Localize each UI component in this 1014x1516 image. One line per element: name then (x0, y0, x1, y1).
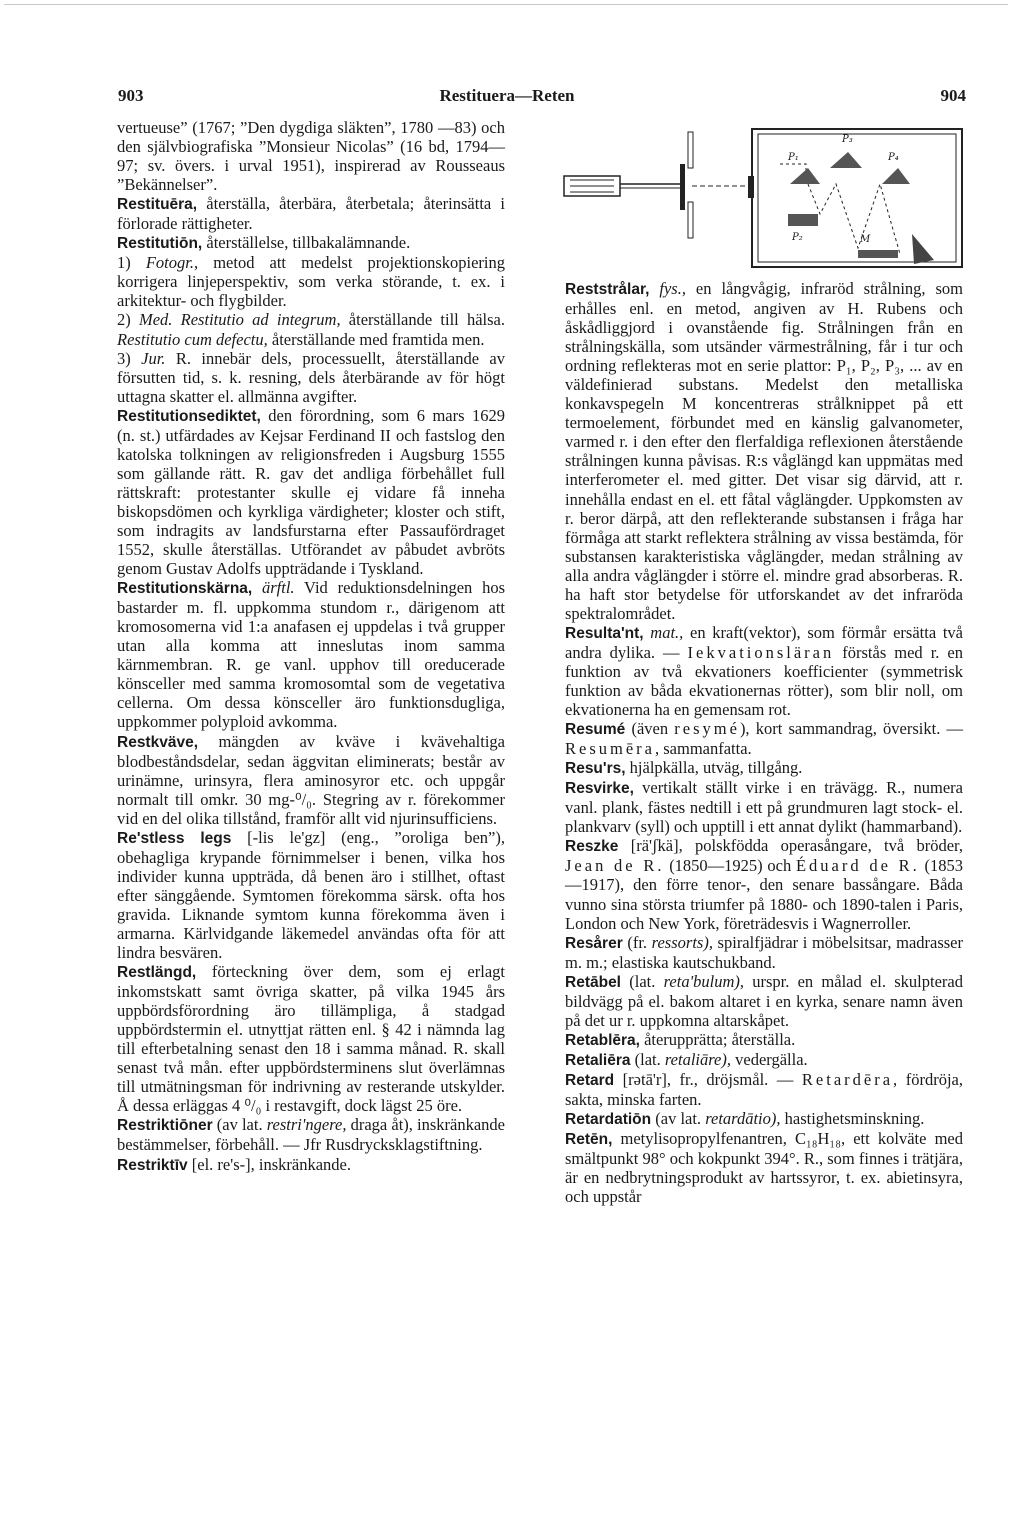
entry-headword: Restituēra, (117, 196, 198, 214)
spaced-term: Jean de R. (565, 856, 665, 876)
entry-text: , metod att medelst projektionskopiering korrigera linjeperspektiv, som verka störande, t. ex. i arkitektur- och flygbilder. (117, 253, 505, 311)
entry-text: (av lat. (651, 1109, 706, 1129)
entry-text: återställelse, tillbakalämnande. (202, 233, 411, 253)
dictionary-entry (565, 719, 963, 758)
entry-text: [rä'ʃkä], polskfödda operasångare, två bröder, (618, 836, 963, 856)
entry-text: [-lis le'gz] (eng., ”oroliga ben”), obehagliga krypande förnimmelser i benen, vilka hos individer kunna uppträda, då benen äro i stillhet, oftast efter sänggående. Symtomen förekomma särsk. ofta hos gravida. Liknande symtom kunna förekomma även i armarna. Kärlvidgande läkemedel användas ofta för att lindra besvären. (117, 827, 505, 963)
dictionary-entry (117, 310, 505, 348)
dictionary-entry (565, 836, 963, 932)
subject-label: Fotogr. (145, 253, 194, 273)
entry-headword: Reszke (565, 838, 619, 856)
spaced-term: Iekvationsläran (687, 642, 835, 662)
entry-headword: Restkväve, (117, 733, 199, 751)
dictionary-entry (117, 828, 505, 962)
dictionary-entry (117, 406, 505, 578)
latin-term: reta'bulum), (663, 971, 744, 991)
entry-text: förstås med r. en funktion av två ekvationers koefficienter (symmetrisk funktion av båda ekvationernas rötter), som blir noll, om ekvationerna ha en gemensam rot. (565, 642, 963, 720)
subject-label: mat., (643, 622, 684, 642)
entry-text: vertikalt ställt virke i en trävägg. R., numera vanl. plank, fästes nedtill i ett på grundmuren lagt stock- el. plankvarv (syll) och upptill i ett annat dylikt (hammarband). (565, 778, 963, 837)
figure-label-p2: P₂ (792, 232, 803, 243)
subject-label: fys., (649, 279, 686, 298)
dictionary-entry (117, 1155, 505, 1175)
latin-term: Restitutio cum defectu, (117, 329, 268, 349)
entry-text: hjälpkälla, utväg, tillgång. (625, 758, 803, 778)
entry-text: en långvågig, infraröd strålning, som erhålles enl. en metod, angiven av H. Rubens och åskådliggjord i ovanstående fig. Strålningen från en strålningskälla, som utsänder värmestrålning, får i tur och ordning reflekteras mot en serie plattor: P₁, P₂, P₃, ... av en väldefinierad substans. Medelst den metalliska konkavspegeln M koncentreras strålknippet på ett termoelement, förbundet med en känslig galvanometer, varmed r. i den efter den flerfaldiga reflexionen återstående strålningen kunna påvisas. R:s våglängd kan uppmätas med interferometer el. med gitter. Det visar sig därvid, att r. innehålla endast en el. ett fåtal våglängder. Uppkomsten av r. beror därpå, att den reflekterande substansen i fråga har förmåga att starkt reflektera strålning av vissa bestämda, för substansen karakteristiska våglängder, medan strålning av alla andra våglängder i större el. mindre grad absorberas. R. ha haft stor betydelse för utforskandet av det infraröda spektralområdet. (565, 279, 963, 623)
dictionary-entry (117, 1115, 505, 1154)
entry-headword: Retābel (565, 973, 621, 991)
entry-text: återställa, återbära, återbetala; återinsätta i förlorade rättigheter. (117, 194, 505, 234)
entry-text: (av lat. (212, 1115, 267, 1135)
dictionary-entry (565, 623, 963, 719)
entry-text: urspr. en målad el. skulpterad bildvägg på el. bakom altaret i en kyrka, senare namn även på det ur r. uppkomna altarskåpet. (565, 971, 963, 1030)
dictionary-entry (117, 118, 505, 194)
dictionary-entry (565, 1109, 963, 1129)
entry-headword: Retablēra, (565, 1031, 640, 1049)
entry-headword: Re'stless legs (117, 829, 232, 847)
entry-text: återställande till hälsa. (340, 310, 506, 330)
figure-label-m: M (860, 234, 871, 245)
apparatus-diagram (562, 124, 966, 274)
dictionary-entry (117, 194, 505, 233)
latin-term: retardātio), (705, 1109, 781, 1129)
entry-text: en kraft(vektor), som förmår ersätta två andra dylika. — (565, 622, 963, 662)
dictionary-entry (565, 1050, 963, 1070)
entry-text: (1853—1917), den förre tenor-, den senare bassångare. Båda vunno sina största triumfer på 1880- och 1890-talen i Paris, London och New York, företrädesvis i Wagnerroller. (565, 856, 963, 933)
subject-label: ärftl. (252, 578, 295, 598)
dictionary-entry (565, 1129, 963, 1206)
page-number-left: 903 (118, 86, 144, 105)
source (912, 234, 934, 264)
entry-text: hastighetsminskning. (780, 1109, 925, 1129)
dictionary-entry (117, 253, 505, 310)
entry-text: den förordning, som 6 mars 1629 (n. st.) utfärdades av Kejsar Ferdinand II och fastslog den katolska tolkningen av religionsfreden i Augsburg 1555 som gällande rätt. R. gav det andliga förbehållet full rättskraft: protestanter skulle ej vidare få inneha biskopsdömen och kyrkliga värdigheter; kloster och stift, som indragits av landsfurstarna efter Passaufördraget 1552, skulle återställas. Utförandet av påbudet avbröts genom Gustav Adolfs uppträdande i Tyskland. (117, 405, 505, 579)
entry-headword: Restitutionskärna, (117, 580, 253, 598)
entry-text: mängden av kväve i kvävehaltiga blodbeståndsdelar, sedan äggvitan eliminerats; består av urinämne, urinsyra, flera aminosyror etc. och uppgår normalt till omkr. 30 mg-⁰/₀. Stegring av r. förekommer vid en del olika tillstånd, framför allt vid njurinsufficiens. (117, 731, 505, 828)
entry-headword: Retard (565, 1071, 615, 1089)
spaced-term: resymé (674, 719, 740, 739)
spaced-term: Retardēra (801, 1069, 894, 1089)
spaced-term: Resumēra (565, 739, 655, 759)
entry-headword: Resvirke, (565, 780, 634, 798)
shield-top (688, 132, 693, 168)
reststralar-figure (562, 124, 966, 274)
entry-headword: Restriktiōner (117, 1117, 213, 1135)
plate-p3 (830, 152, 862, 168)
entry-headword: Restlängd, (117, 964, 197, 982)
dictionary-entry (117, 349, 505, 406)
dictionary-entry (117, 962, 505, 1115)
subentry-number: 2) (117, 310, 139, 330)
entry-text: (även (625, 719, 675, 739)
dictionary-entry (117, 578, 505, 731)
entry-text: , fördröja, sakta, minska farten. (565, 1069, 963, 1109)
entry-headword: Retēn, (565, 1131, 613, 1149)
plate-p1 (790, 168, 820, 184)
figure-label-p3: P₃ (842, 134, 853, 145)
entry-headword: Restitutionsediktet, (117, 407, 261, 425)
entry-text: vertueuse” (1767; ”Den dygdiga släkten”, 1780 —83) och den självbiografiska ”Monsieur Nicolas” (16 bd, 1794—97; sv. övers. i urval 1951), inspirerad av Rousseaus ”Bekännelser”. (117, 118, 505, 195)
latin-term: retaliāre), (664, 1049, 731, 1069)
entry-text: återställande med framtida men. (267, 329, 485, 349)
dictionary-entry (565, 933, 963, 972)
entry-headword: Resu'rs, (565, 760, 626, 778)
dictionary-entry (565, 758, 963, 778)
entry-text: förteckning över dem, som ej erlagt inkomstskatt samt övriga skatter, på vilka 1945 års uppbördsförordning äro tillämpliga, å stadgad uppbördstermin el. utnyttjat rätten enl. § 42 i nämnda lag till efterbetalning senast den 18 i samma månad. R. skall senast två mån. efter uppbördsterminens slut överlämnas till utmätningsman för indrivning av resterande utskylder. Å dessa erläggas 4 ⁰/₀ i restavgift, dock lägst 25 öre. (117, 962, 505, 1116)
entry-headword: Reststrålar, (565, 281, 650, 298)
entry-text: (lat. (630, 1049, 665, 1069)
page-number-right: 904 (940, 86, 966, 105)
thermoelement (680, 164, 685, 210)
left-column (117, 118, 505, 1175)
spaced-term: Éduard de R. (795, 856, 920, 876)
entry-text: [el. re's-], inskränkande. (187, 1154, 351, 1174)
subentry-number: 1) (117, 253, 146, 273)
shield-bottom (688, 202, 693, 238)
figure-label-p4: P₄ (888, 152, 899, 163)
entry-headword: Restitutiōn, (117, 235, 203, 253)
latin-term: restri'ngere, (266, 1115, 347, 1135)
entry-text: [rətā'r], fr., dröjsmål. — (614, 1069, 802, 1089)
plate-p2 (788, 214, 818, 226)
entry-text: spiralfjädrar i möbelsitsar, madrasser m. m.; elastiska kautschukband. (565, 932, 963, 972)
latin-term: ressorts), (651, 932, 713, 952)
page-header (0, 86, 1014, 112)
entry-headword: Restriktīv (117, 1156, 188, 1174)
entry-headword: Resulta'nt, (565, 624, 644, 642)
subject-label: Med. Restitutio ad integrum, (138, 310, 341, 330)
entry-text: (fr. (622, 932, 652, 952)
entry-headword: Retardatiōn (565, 1111, 652, 1129)
dictionary-entry (565, 972, 963, 1030)
entry-text: (lat. (621, 971, 664, 991)
dictionary-entry (565, 1070, 963, 1109)
dictionary-entry (117, 233, 505, 253)
aperture (748, 176, 754, 198)
right-column (565, 279, 963, 1206)
dictionary-entry (117, 732, 505, 828)
entry-text: återupprätta; återställa. (639, 1029, 796, 1049)
entry-text: draga åt), inskränkande bestämmelser, förbehåll. — Jfr Rusdrycksklagstiftning. (117, 1115, 505, 1155)
entry-text: metylisopropylfenantren, C₁₈H₁₈, ett kolväte med smältpunkt 98° och kokpunkt 394°. R., som finnes i trätjära, är en nedbrytningsprodukt av hartssyror, t. ex. abietinsyra, och uppstår (565, 1129, 963, 1207)
plate-p4 (882, 168, 910, 184)
entry-headword: Retaliēra (565, 1051, 631, 1069)
subject-label: Jur. (141, 348, 166, 368)
beam-path (808, 184, 900, 254)
entry-text: (1850—1925) och (664, 856, 796, 876)
entry-text: Vid reduktionsdelningen hos bastarder m. fl. uppkomma stundom r., därigenom att kromosomerna vid 1:a anafasen ej uppdelas i två grupper utan alla komma att inneslutas inom samma kärnmembran. R. ge vanl. upphov till oreducerade könsceller med samma kromosomtal som de vegetativa cellerna. Om dessa könsceller äro funktionsdugliga, uppkommer polyploid avkomma. (117, 578, 505, 732)
dictionary-entry (565, 778, 963, 836)
dictionary-entry (565, 279, 963, 623)
entry-headword: Resumé (565, 721, 626, 739)
subentry-number: 3) (117, 348, 142, 368)
running-title: Restituera—Reten (439, 86, 575, 105)
entry-text: , sammanfatta. (654, 739, 752, 759)
entry-text: R. innebär dels, processuellt, återställande av försutten tid, s. k. resning, dels återbärande av för högt uttagna skatter el. allmänna avgifter. (117, 348, 505, 406)
mirror-m (858, 250, 898, 258)
entry-text: vedergälla. (731, 1049, 808, 1069)
entry-headword: Resårer (565, 934, 623, 952)
dictionary-entry (565, 1030, 963, 1050)
entry-text: ), kort sammandrag, översikt. — (739, 719, 963, 739)
figure-label-p1: P₁ (788, 152, 799, 163)
